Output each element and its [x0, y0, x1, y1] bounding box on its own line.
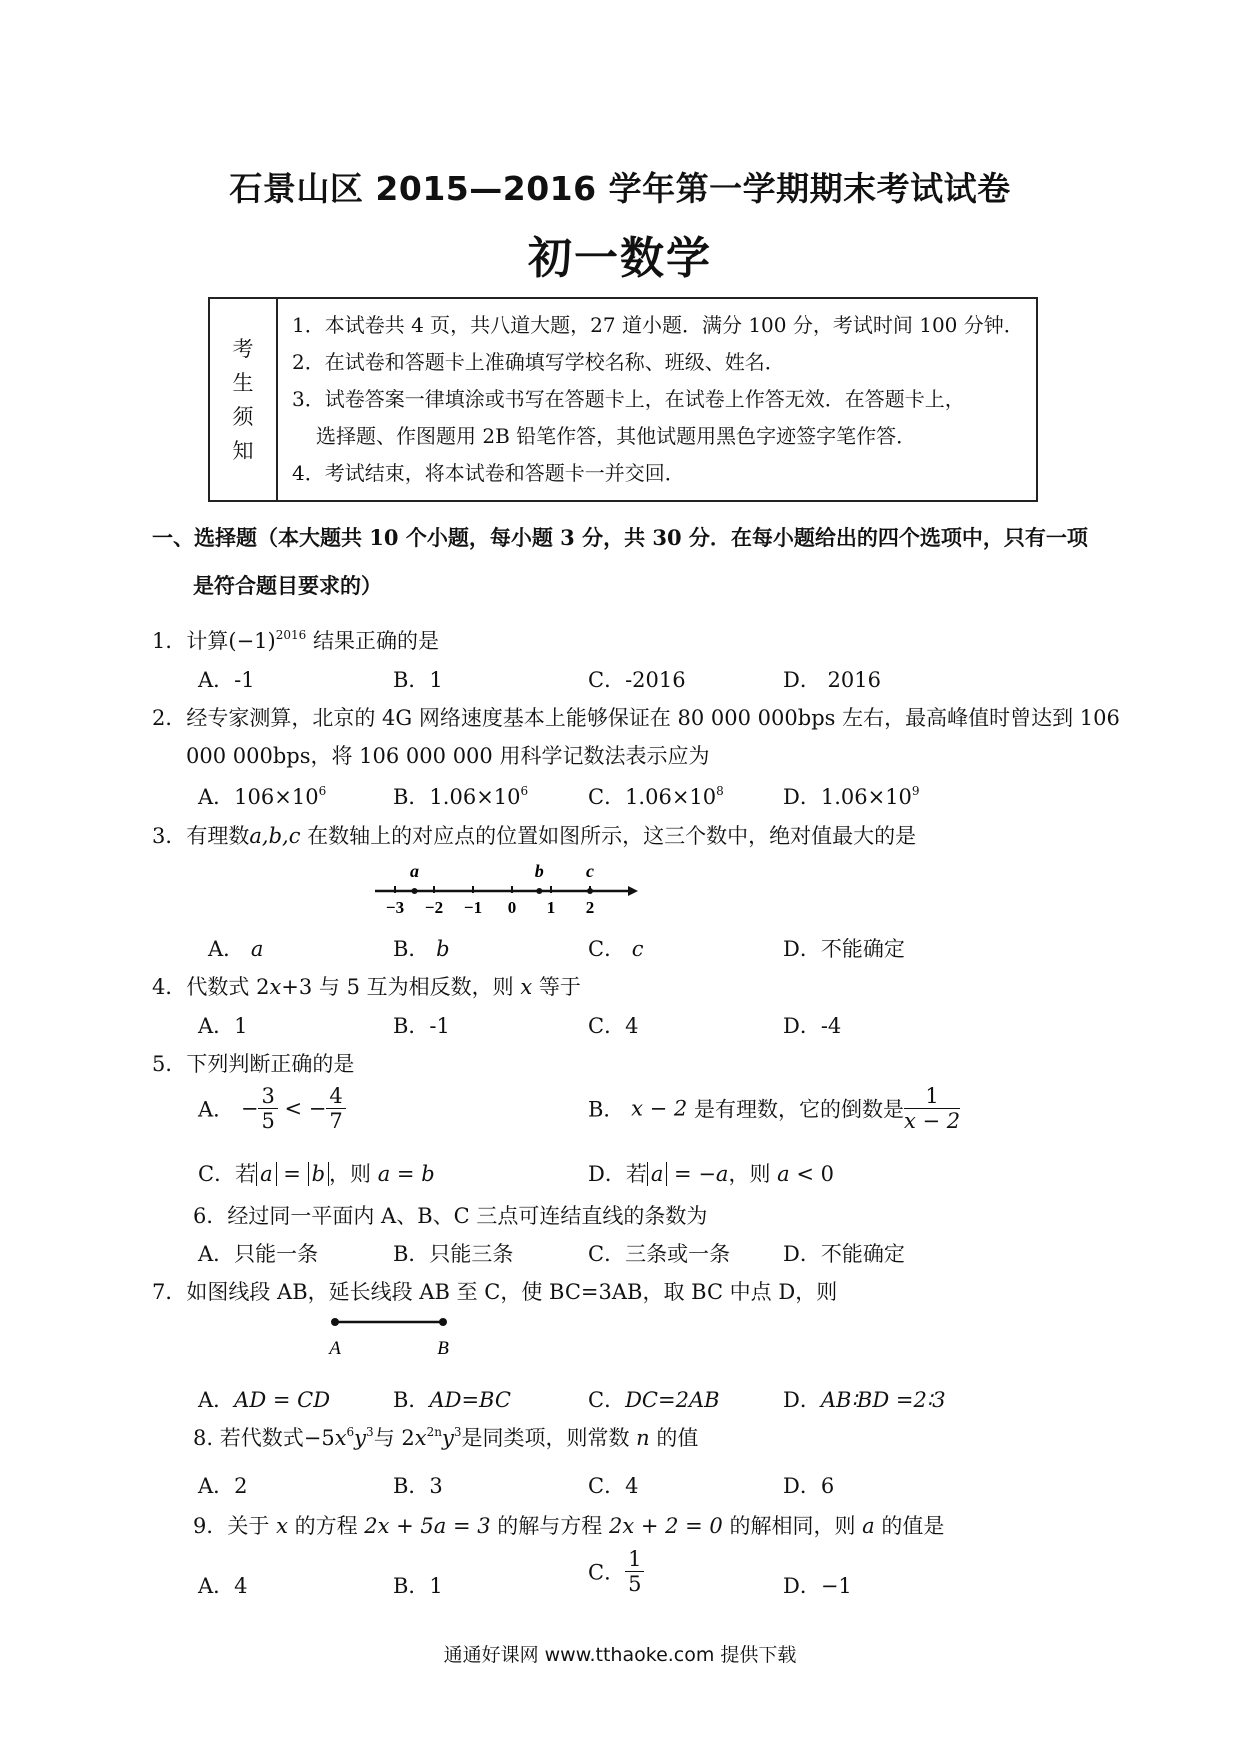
- q8-option-d: D．6: [783, 1474, 835, 1498]
- q4-option-a: A．1: [198, 1014, 248, 1038]
- subject-title: 初一数学: [528, 233, 712, 284]
- q3-option-b: B． b: [393, 937, 450, 961]
- notice-item: 1．本试卷共 4 页，共八道大题，27 道小题．满分 100 分，考试时间 100 分钟．: [292, 313, 1024, 337]
- q6-option-d: D．不能确定: [783, 1242, 905, 1266]
- number-line-point-a: [412, 888, 418, 894]
- question-7: 7．如图线段 AB，延长线段 AB 至 C，使 BC=3AB，取 BC 中点 D，则: [152, 1280, 838, 1304]
- q7-option-d: D．AB∶BD =2∶3: [783, 1388, 946, 1412]
- section-heading: 一、选择题（本大题共 10 个小题，每小题 3 分，共 30 分．在每小题给出的四个选项中，只有一项: [152, 525, 1088, 550]
- q7-option-a: A．AD = CD: [198, 1388, 331, 1412]
- q2-option-a: A．$106\times 10^6$: [198, 784, 327, 809]
- q3-option-d: D．不能确定: [783, 937, 905, 961]
- number-line-point-c: [587, 888, 593, 894]
- q4-option-d: D．-4: [783, 1014, 842, 1038]
- point-a: [331, 1318, 339, 1326]
- q3-option-a: A． a: [208, 937, 264, 961]
- q5-option-d: D．若 a = −a，则 a < 0: [588, 1162, 834, 1186]
- number-line-point-label: b: [534, 861, 544, 881]
- q5-option-a: A． − $\frac{3}{5}$ < − $\frac{4}{7}$: [198, 1084, 346, 1133]
- notice-label-char: 须: [232, 404, 254, 429]
- q3-option-c: C． c: [588, 937, 644, 961]
- number-line-tick-label: 1: [546, 898, 556, 917]
- q7-option-c: C．DC=2AB: [588, 1388, 720, 1412]
- question-8: 8. 若代数式$-5x^6y^3$与 $2x^{2n}y^3$是同类项，则常数 n 的值: [193, 1425, 699, 1450]
- number-line-tick-label: −2: [424, 898, 444, 917]
- notice-label-char: 知: [232, 438, 254, 463]
- notice-label-char: 生: [232, 370, 254, 395]
- q8-option-c: C．4: [588, 1474, 639, 1498]
- q1-option-a: A．-1: [198, 668, 255, 692]
- q1-option-c: C．-2016: [588, 668, 686, 692]
- number-line-point-label: a: [410, 861, 419, 881]
- footer-source: 通通好课网 www.tthaoke.com 提供下载: [443, 1644, 797, 1666]
- notice-item: 选择题、作图题用 2B 铅笔作答，其他试题用黑色字迹签字笔作答．: [316, 424, 917, 448]
- q6-option-b: B．只能三条: [393, 1242, 514, 1266]
- segment-ab-figure: [320, 1310, 460, 1360]
- q2-option-d: D．$1.06\times 10^9$: [783, 784, 920, 809]
- label-b: B: [437, 1338, 449, 1359]
- q5-option-c: C．若 a = b ，则 a = b: [198, 1162, 435, 1186]
- notice-items: [277, 298, 1037, 501]
- q8-option-b: B．3: [393, 1474, 443, 1498]
- notice-item: 4．考试结束，将本试卷和答题卡一并交回．: [292, 461, 685, 485]
- q7-option-b: B．AD=BC: [393, 1388, 511, 1412]
- q1-option-d: D． 2016: [783, 668, 881, 692]
- number-line-tick-label: −3: [385, 898, 405, 917]
- question-4: 4．代数式 2x+3 与 5 互为相反数，则 x 等于: [152, 975, 581, 999]
- q1-option-b: B．1: [393, 668, 443, 692]
- q9-option-a: A．4: [198, 1574, 248, 1598]
- section-heading-cont: 是符合题目要求的）: [193, 573, 382, 598]
- question-6: 6．经过同一平面内 A、B、C 三点可连结直线的条数为: [193, 1204, 708, 1228]
- q4-option-b: B．-1: [393, 1014, 450, 1038]
- notice-item: 2．在试卷和答题卡上准确填写学校名称、班级、姓名．: [292, 350, 785, 374]
- point-b: [439, 1318, 447, 1326]
- number-line-figure: [370, 855, 640, 925]
- number-line-tick-label: 0: [507, 898, 517, 917]
- q9-option-b: B．1: [393, 1574, 443, 1598]
- q8-option-a: A．2: [198, 1474, 248, 1498]
- q6-option-c: C．三条或一条: [588, 1242, 731, 1266]
- q2-option-b: B．$1.06\times 10^6$: [393, 784, 529, 809]
- label-a: A: [329, 1338, 341, 1359]
- number-line-arrow: [628, 886, 638, 896]
- number-line-tick-label: −1: [463, 898, 483, 917]
- exam-title: 石景山区 2015—2016 学年第一学期期末考试试卷: [229, 169, 1011, 208]
- question-9: 9．关于 x 的方程 2x + 5a = 3 的解与方程 2x + 2 = 0 的解相同，则 a 的值是: [193, 1514, 945, 1538]
- question-2-cont: 000 000bps，将 106 000 000 用科学记数法表示应为: [186, 744, 710, 768]
- number-line-tick-label: 2: [585, 898, 595, 917]
- number-line-point-b: [536, 888, 542, 894]
- notice-label-char: 考: [232, 336, 254, 361]
- q2-option-c: C．$1.06\times 10^8$: [588, 784, 724, 809]
- q5-option-b: B． x − 2 是有理数，它的倒数是 $\frac{1}{x - 2}$: [588, 1084, 961, 1134]
- q6-option-a: A．只能一条: [198, 1242, 319, 1266]
- notice-label: [209, 298, 277, 501]
- notice-box: [208, 297, 1038, 502]
- question-2: 2．经专家测算，北京的 4G 网络速度基本上能够保证在 80 000 000bps 左右，最高峰值时曾达到 106: [152, 706, 1120, 730]
- q9-option-d: D．−1: [783, 1574, 852, 1598]
- number-line-point-label: c: [586, 861, 594, 881]
- question-3: 3．有理数a,b,c 在数轴上的对应点的位置如图所示，这三个数中，绝对值最大的是: [152, 824, 917, 848]
- notice-item: 3．试卷答案一律填涂或书写在答题卡上，在试卷上作答无效．在答题卡上，: [292, 387, 965, 411]
- q9-option-c: C． $\frac{1}{5}$: [588, 1547, 644, 1596]
- question-5: 5．下列判断正确的是: [152, 1052, 355, 1076]
- question-1: 1．计算$(-1)^{2016}$ 结果正确的是: [152, 628, 439, 653]
- q4-option-c: C．4: [588, 1014, 639, 1038]
